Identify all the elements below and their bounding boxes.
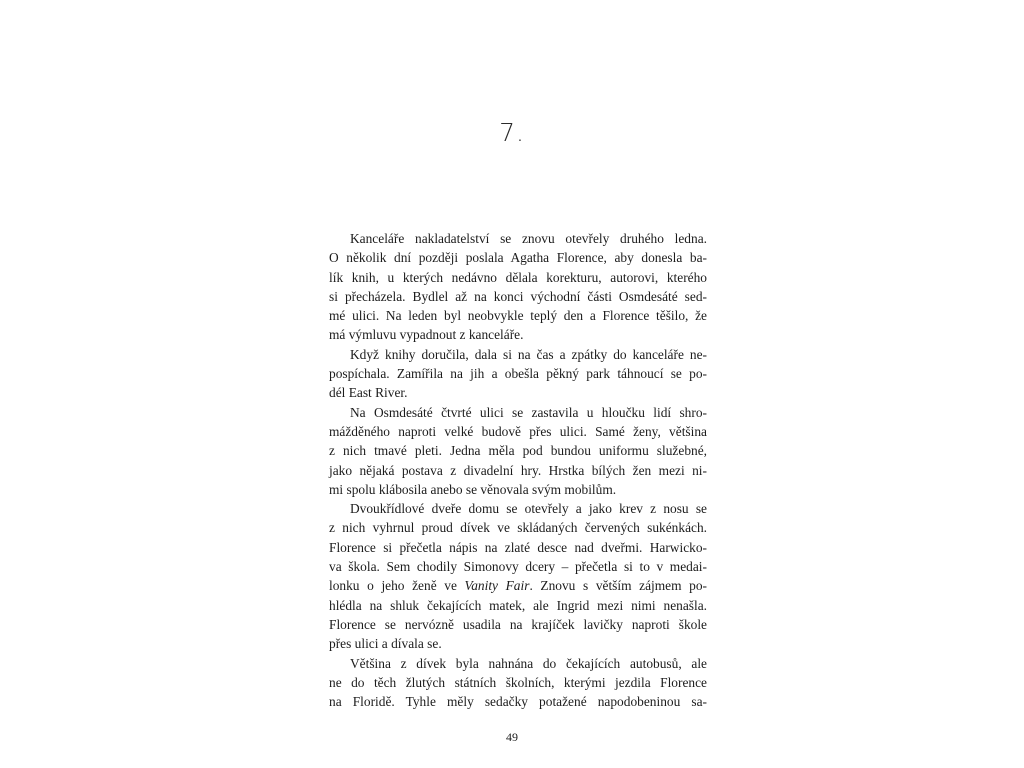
chapter-number: 7. — [499, 118, 525, 147]
text-line: z nich tmavé pleti. Jedna měla pod bundou uniformu služebné, — [329, 443, 707, 459]
paragraph — [329, 654, 707, 712]
text-line — [329, 576, 707, 595]
text-line: Většina z dívek byla nahnána do čekajících autobusů, ale — [350, 655, 707, 671]
text-line: na Floridě. Tyhle měly sedačky potažené napodobeninou sa- — [329, 694, 707, 710]
text-line: mé ulici. Na leden byl neobvykle teplý den a Florence těšilo, že — [329, 308, 707, 324]
text-line: dél East River. — [329, 385, 408, 401]
text-line: ne do těch žlutých státních školních, kterými jezdila Florence — [329, 674, 707, 690]
text-line: má výmluvu vypadnout z kanceláře. — [329, 327, 524, 343]
page-number: 49 — [506, 730, 518, 744]
text-line: Florence se nervózně usadila na krajíček lavičky naproti škole — [329, 616, 707, 632]
text-line: mážděného naproti velké budově přes ulici. Samé ženy, většina — [329, 423, 707, 439]
text-line: přes ulici a dívala se. — [329, 636, 442, 652]
text-line: Kanceláře nakladatelství se znovu otevřely druhého ledna. — [350, 231, 707, 246]
paragraph — [329, 345, 707, 403]
text-line: va škola. Sem chodily Simonovy dcery – přečetla si to v medai- — [329, 559, 707, 575]
body-text — [329, 229, 707, 711]
text-line: Dvoukřídlové dveře domu se otevřely a jako krev z nosu se — [350, 501, 707, 517]
text-line: z nich vyhrnul proud dívek ve skládaných červených sukénkách. — [329, 520, 707, 536]
text-segment: lonku o jeho ženě ve — [329, 578, 465, 594]
text-line: lík knih, u kterých nedávno dělala korekturu, autorovi, kterého — [329, 269, 707, 285]
magazine-title: Vanity Fair — [464, 578, 530, 594]
paragraph — [329, 499, 707, 653]
text-line: hlédla na shluk čekajících matek, ale Ingrid mezi nimi nenašla. — [329, 597, 707, 613]
text-line: si přecházela. Bydlel až na konci východní části Osmdesáté sed- — [329, 288, 707, 304]
text-line: Když knihy doručila, dala si na čas a zpátky do kanceláře ne- — [350, 346, 707, 362]
paragraph — [329, 229, 707, 345]
text-line: O několik dní později poslala Agatha Florence, aby donesla ba- — [329, 250, 707, 266]
paragraph — [329, 403, 707, 499]
text-line: jako nějaká postava z divadelní hry. Hrstka bílých žen mezi ni- — [329, 462, 707, 478]
text-line: mi spolu klábosila anebo se věnovala svým mobilům. — [329, 481, 617, 497]
text-line: pospíchala. Zamířila na jih a obešla pěkný park táhnoucí se po- — [329, 366, 707, 382]
text-segment: . Znovu s větším zájmem po- — [529, 578, 708, 594]
text-line: Na Osmdesáté čtvrté ulici se zastavila u hloučku lidí shro- — [350, 404, 707, 420]
text-line: Florence si přečetla nápis na zlaté desce nad dveřmi. Harwicko- — [329, 539, 707, 555]
